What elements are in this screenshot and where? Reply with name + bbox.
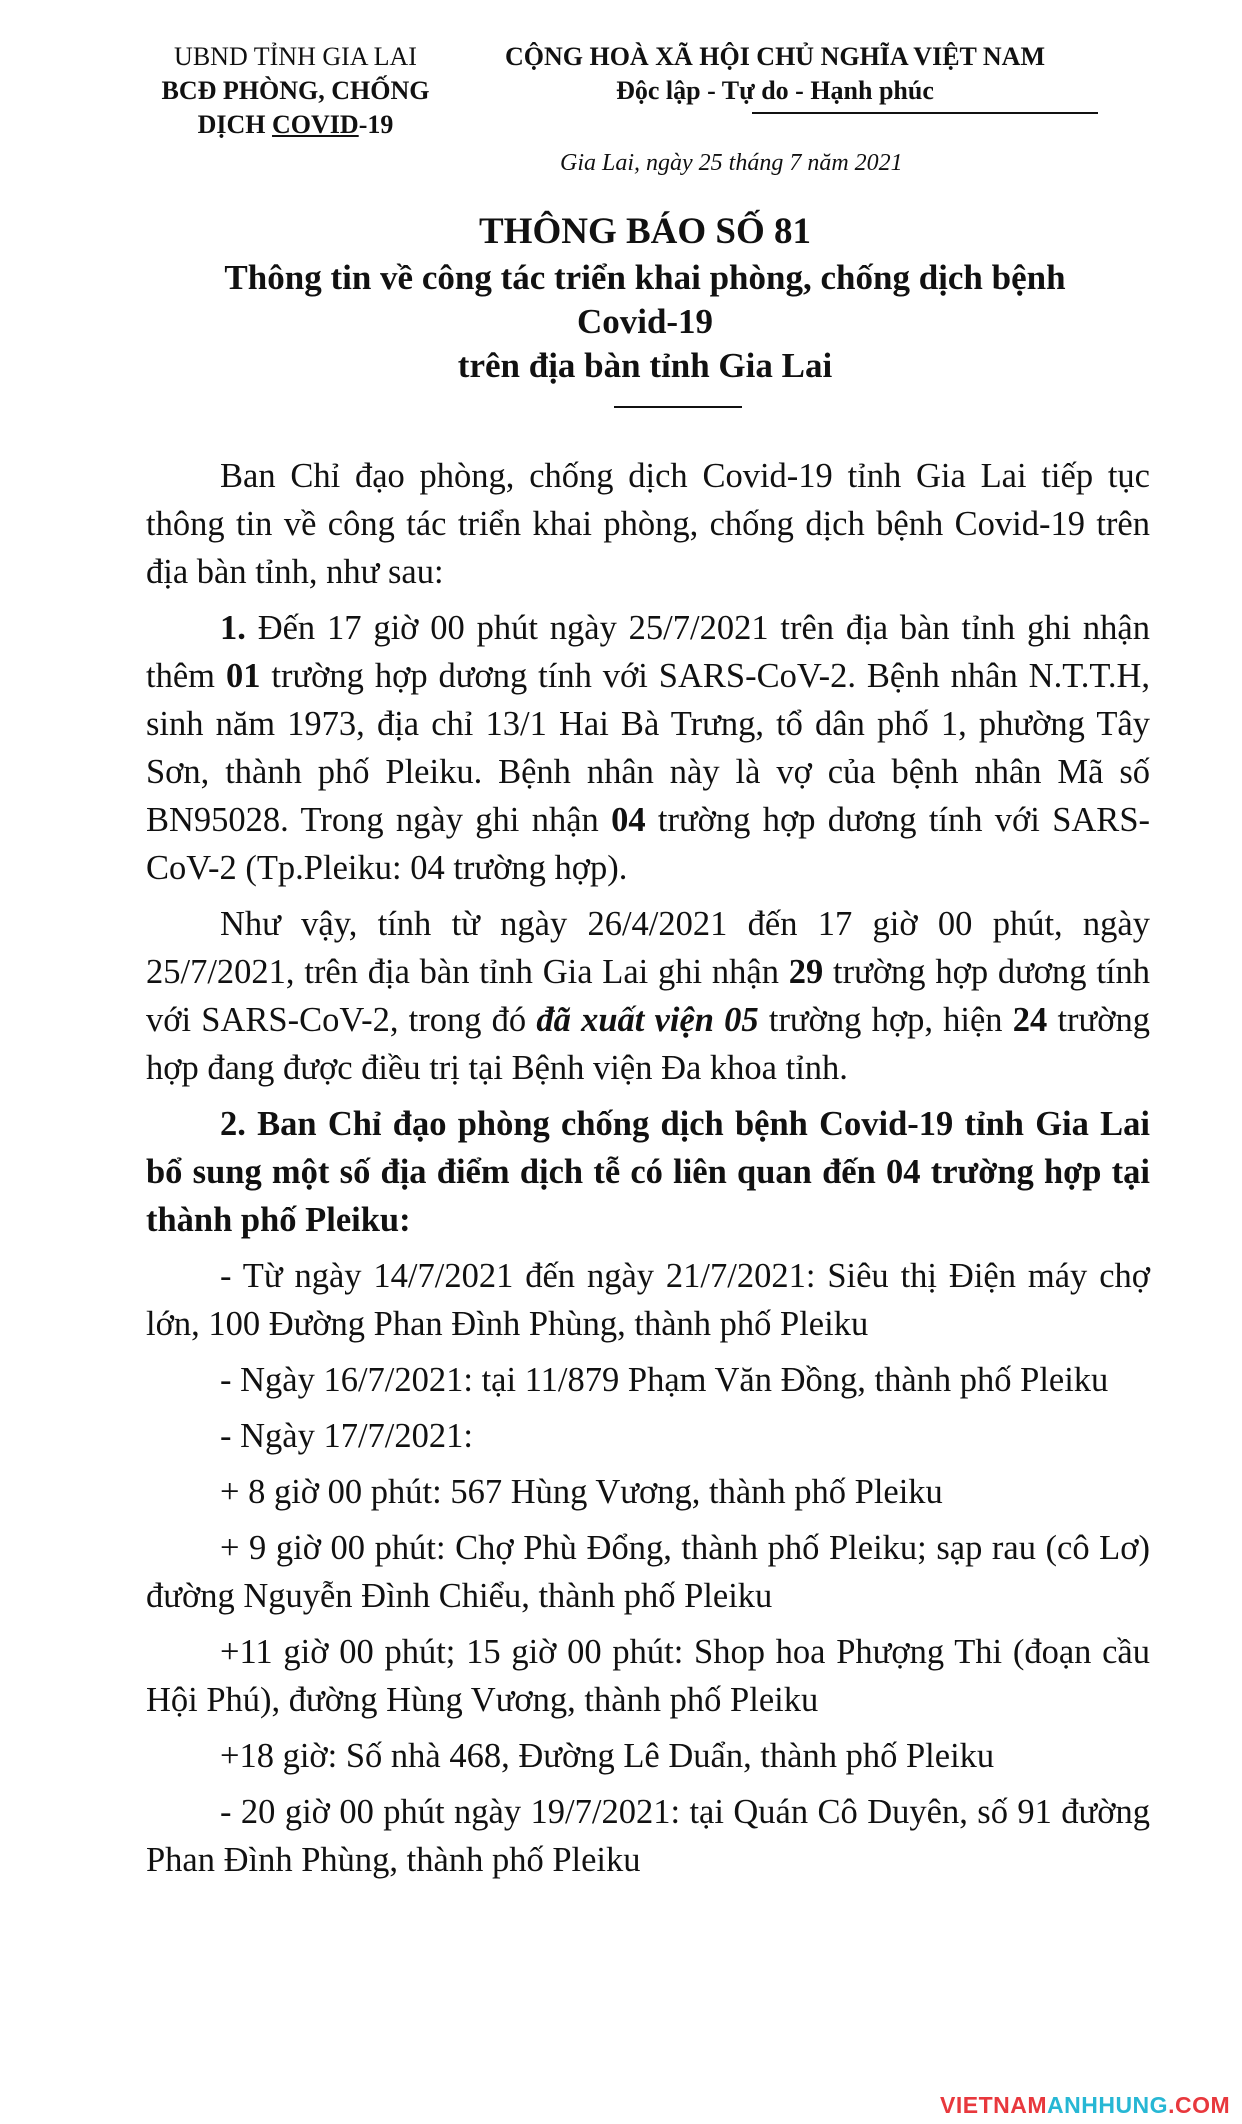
- location-item: +11 giờ 00 phút; 15 giờ 00 phút: Shop hoa Phượng Thi (đoạn cầu Hội Phú), đường Hùng Vương, thành phố Pleiku: [146, 1633, 1150, 1719]
- agency-line-2: BCĐ PHÒNG, CHỐNG: [161, 76, 430, 105]
- text-run: Đến 17 giờ 00 phút ngày 25/7/2021 trên địa bàn tỉnh ghi nhận thêm: [146, 609, 1150, 695]
- text-run: Như vậy, tính từ ngày 26/4/2021 đến 17 giờ 00 phút, ngày 25/7/2021, trên địa bàn tỉnh Gia Lai ghi nhận: [146, 905, 1150, 991]
- location-item: - Ngày 17/7/2021:: [220, 1417, 473, 1455]
- location-item: + 8 giờ 00 phút: 567 Hùng Vương, thành phố Pleiku: [220, 1473, 943, 1511]
- bold-count: 29: [788, 953, 824, 991]
- notice-number-title: THÔNG BÁO SỐ 81: [478, 211, 812, 252]
- title-line-4: trên địa bàn tỉnh Gia Lai: [457, 346, 833, 385]
- watermark-part-2: ANHHUNG: [1047, 2092, 1169, 2118]
- location-item: + 9 giờ 00 phút: Chợ Phù Đổng, thành phố Pleiku; sạp rau (cô Lơ) đường Nguyễn Đình Chiểu, thành phố Pleiku: [146, 1529, 1150, 1615]
- text-run: trường hợp dương tính với SARS-CoV-2. Bệnh nhân N.T.T.H, sinh năm 1973, địa chỉ 13/1 Hai Bà Trưng, tổ dân phố 1, phường Tây Sơn, thành phố Pleiku. Bệnh nhân này là vợ của bệnh nhân Mã số BN95028. Trong ngày ghi nhận: [146, 657, 1151, 839]
- agency-line-3-underlined: COVID: [272, 110, 359, 139]
- national-motto-block: [450, 40, 1100, 108]
- issuing-agency-block: [138, 40, 453, 142]
- location-item: - 20 giờ 00 phút ngày 19/7/2021: tại Quán Cô Duyên, số 91 đường Phan Đình Phùng, thành phố Pleiku: [146, 1793, 1150, 1879]
- watermark-part-3: .COM: [1168, 2092, 1231, 2118]
- text-run: trường hợp dương tính với SARS-CoV-2 (Tp.Pleiku: 04 trường hợp).: [146, 801, 1150, 887]
- bold-count: 01: [225, 657, 261, 695]
- summary-paragraph: [146, 900, 1150, 1092]
- agency-line-3-suffix: -19: [358, 110, 394, 139]
- agency-line-1: UBND TỈNH GIA LAI: [174, 42, 417, 71]
- national-title: CỘNG HOÀ XÃ HỘI CHỦ NGHĨA VIỆT NAM: [504, 42, 1046, 71]
- text-run: trường hợp đang được điều trị tại Bệnh viện Đa khoa tỉnh.: [146, 1001, 1150, 1087]
- motto-underline: [752, 112, 1098, 114]
- title-underline: [614, 406, 742, 408]
- bold-italic-phrase: đã xuất viện 05: [536, 1001, 759, 1039]
- document-body: [146, 452, 1150, 1884]
- bold-count: 24: [1012, 1001, 1048, 1039]
- title-line-2: Thông tin về công tác triển khai phòng, chống dịch bệnh: [224, 258, 1066, 297]
- section-2-heading: 2. Ban Chỉ đạo phòng chống dịch bệnh Covid-19 tỉnh Gia Lai bổ sung một số địa điểm dịch tễ có liên quan đến 04 trường hợp tại thành phố Pleiku:: [146, 1105, 1150, 1239]
- text-run: trường hợp dương tính với SARS-CoV-2, trong đó: [146, 953, 1151, 1039]
- location-item: +18 giờ: Số nhà 468, Đường Lê Duẩn, thành phố Pleiku: [220, 1737, 995, 1775]
- section-1-paragraph: [146, 604, 1150, 892]
- national-motto: Độc lập - Tự do - Hạnh phúc: [616, 76, 934, 105]
- document-title-block: [140, 208, 1150, 388]
- text-run: trường hợp, hiện: [758, 1001, 1013, 1039]
- document-date: Gia Lai, ngày 25 tháng 7 năm 2021: [560, 150, 903, 176]
- site-watermark: [940, 2092, 1230, 2119]
- intro-paragraph: Ban Chỉ đạo phòng, chống dịch Covid-19 tỉnh Gia Lai tiếp tục thông tin về công tác triển khai phòng, chống dịch bệnh Covid-19 trên địa bàn tỉnh, như sau:: [146, 457, 1150, 591]
- bold-count: 04: [611, 801, 646, 839]
- location-item: - Ngày 16/7/2021: tại 11/879 Phạm Văn Đồng, thành phố Pleiku: [220, 1361, 1109, 1399]
- title-line-3: Covid-19: [576, 302, 714, 341]
- agency-line-3: [138, 108, 453, 142]
- agency-line-3-prefix: DỊCH: [197, 110, 273, 139]
- section-1-number: 1.: [220, 609, 246, 647]
- watermark-part-1: VIETNAM: [940, 2092, 1047, 2118]
- location-item: - Từ ngày 14/7/2021 đến ngày 21/7/2021: Siêu thị Điện máy chợ lớn, 100 Đường Phan Đình Phùng, thành phố Pleiku: [146, 1257, 1150, 1343]
